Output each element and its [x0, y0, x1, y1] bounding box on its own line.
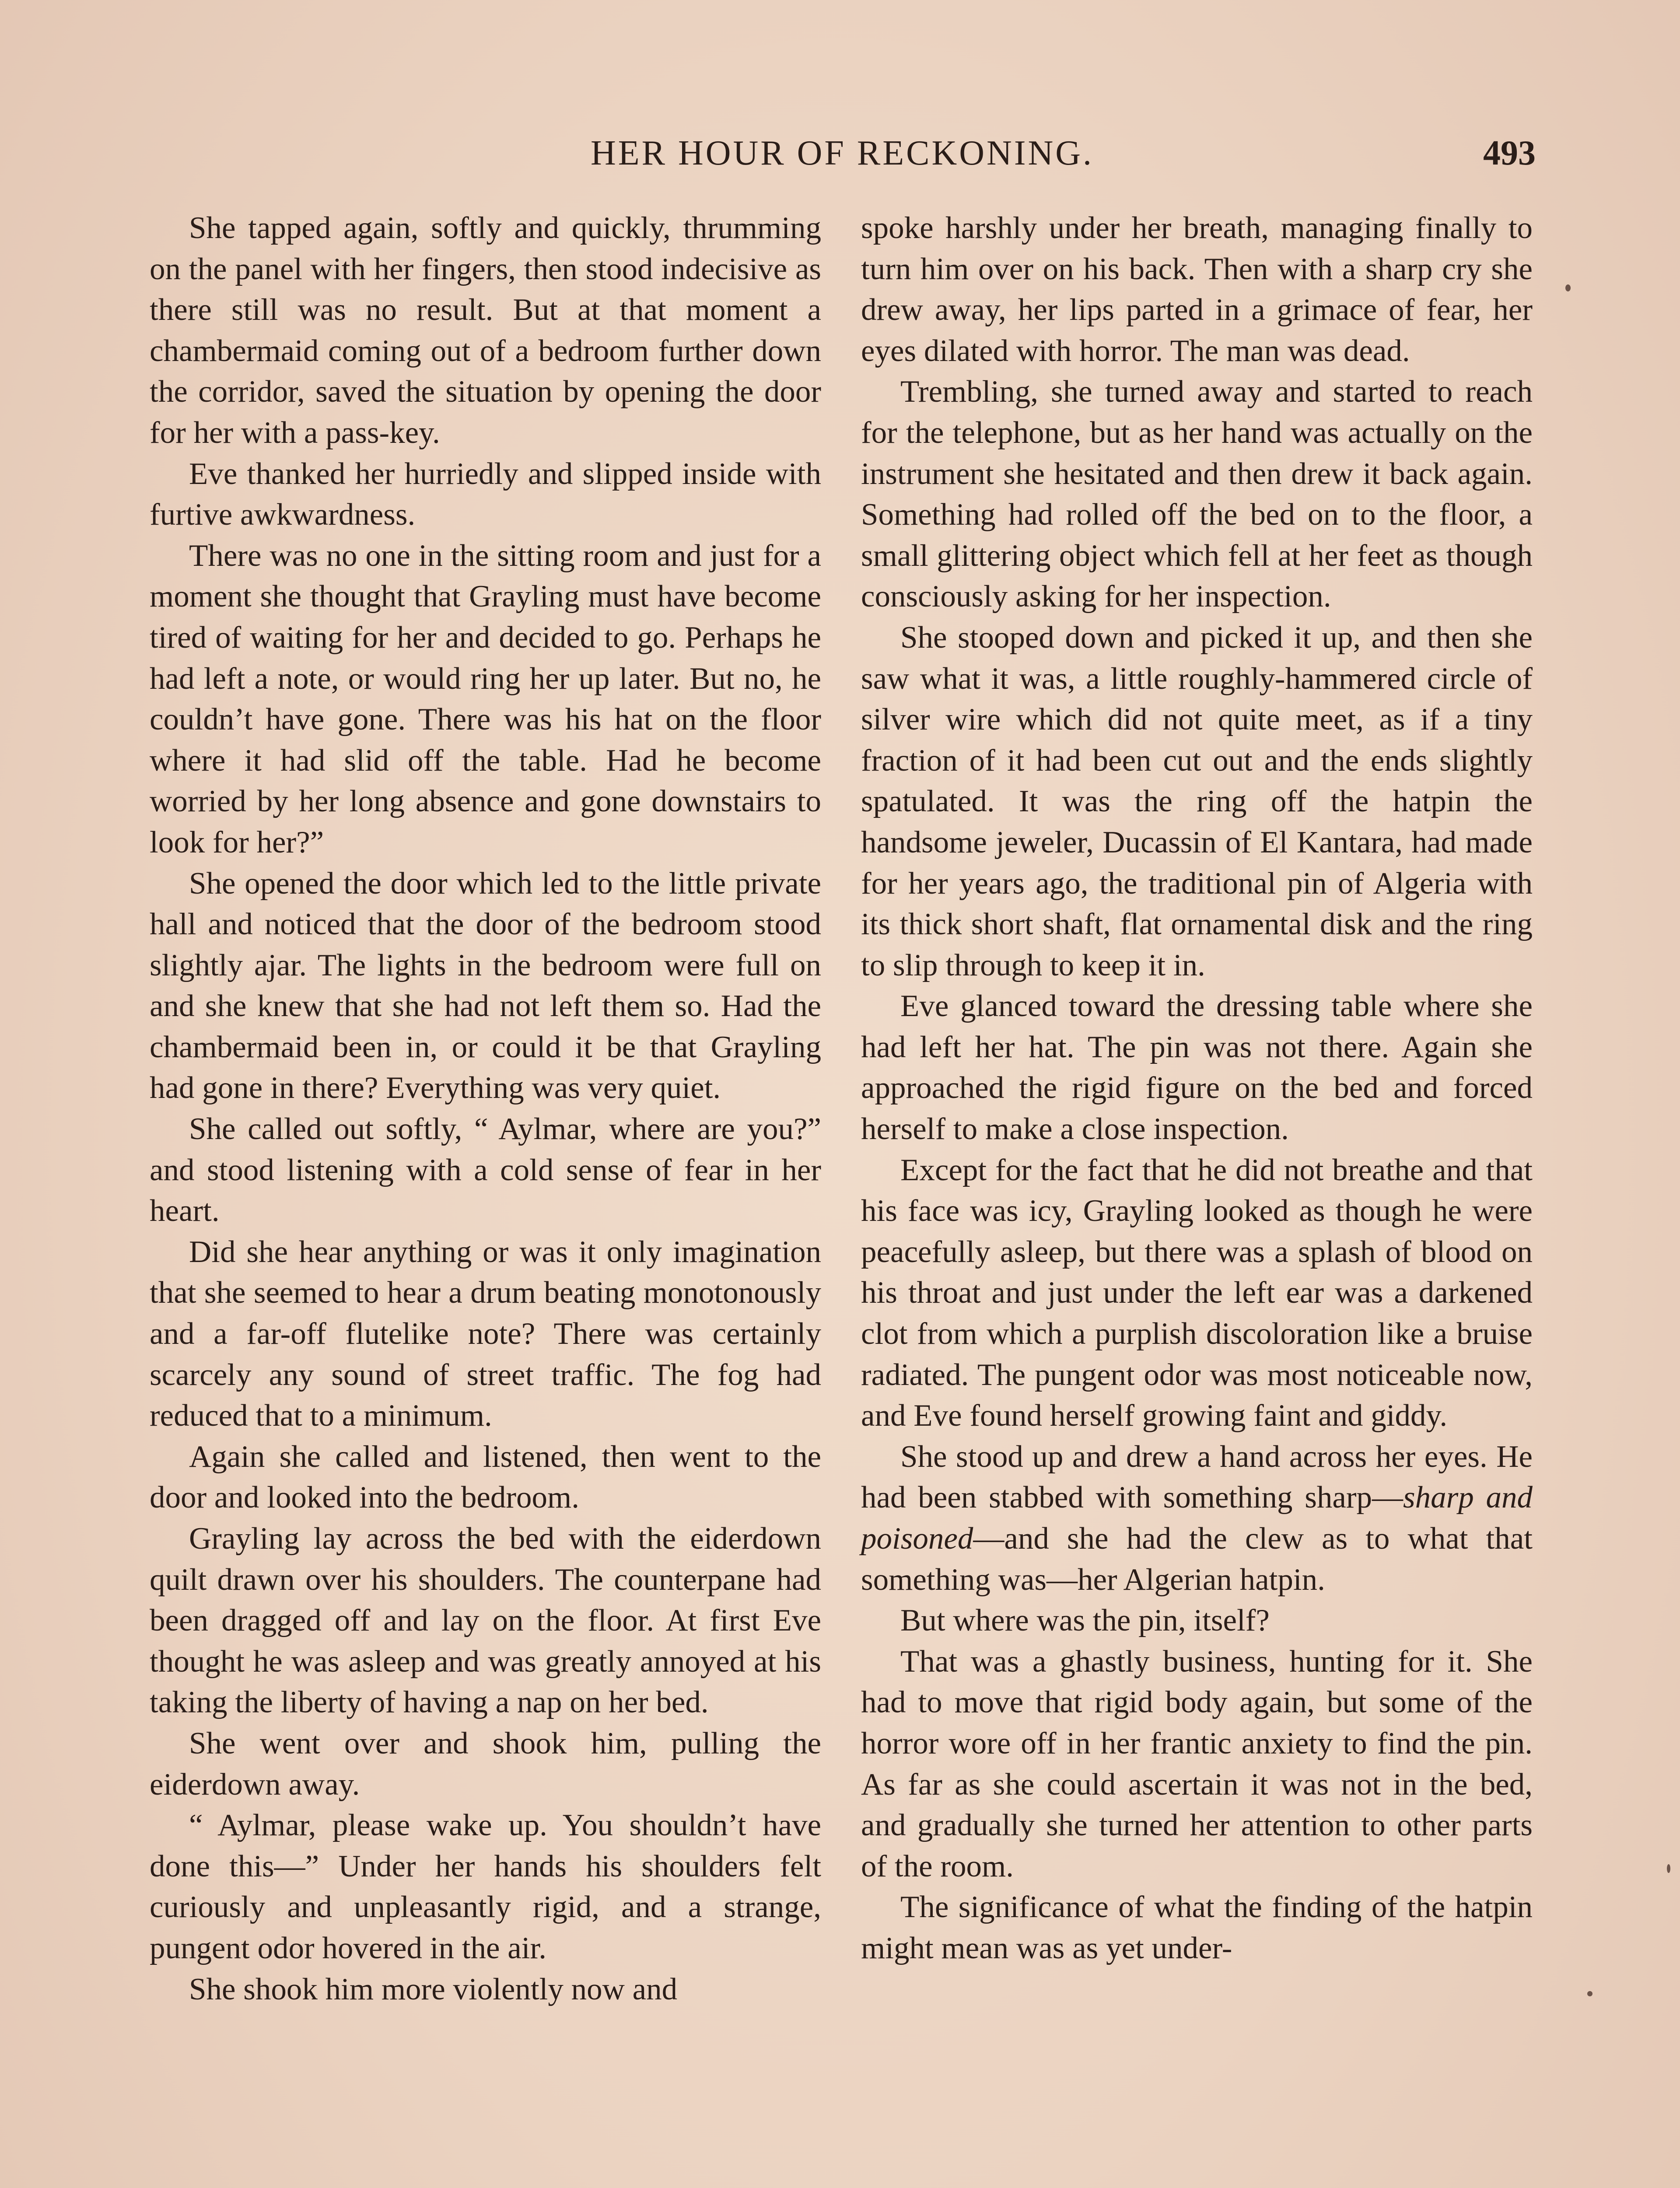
running-head: HER HOUR OF RECKONING.	[590, 134, 1094, 172]
paper-speck	[1587, 1991, 1592, 1996]
paper-speck	[1667, 1864, 1670, 1873]
paragraph: Grayling lay across the bed with the eiderdown quilt drawn over his shoulders. The counterpane had been dragged off and lay on the floor. At first Eve thought he was asleep and was greatly annoyed at his taking the liberty of having a nap on her bed.	[150, 1522, 821, 1720]
paragraph: The significance of what the finding of the hatpin might mean was as yet under-	[861, 1890, 1533, 1965]
paragraph: She opened the door which led to the little private hall and noticed that the door of the bedroom stood slightly ajar. The lights in the bedroom were full on and she knew that she had not left them so. Had the chambermaid been in, or could it be that Grayling had gone in there? Everything was very quiet.	[150, 866, 821, 1105]
paragraph: Eve glanced toward the dressing table where she had left her hat. The pin was not there. Again she approached the rigid figure on the bed and forced herself to make a close inspection.	[861, 989, 1533, 1147]
paragraph: Did she hear anything or was it only imagination that she seemed to hear a drum beating monotonously and a far-off flutelike note? There was certainly scarcely any sound of street traffic. The fog had reduced that to a minimum.	[150, 1234, 821, 1433]
paragraph: There was no one in the sitting room and just for a moment she thought that Grayling must have become tired of waiting for her and decided to go. Perhaps he had left a note, or would ring her up later. But no, he couldn’t have gone. There was his hat on the floor where it had slid off the table. Had he become worried by her long absence and gone downstairs to look for her?”	[150, 538, 821, 859]
paragraph	[861, 1437, 1533, 1600]
left-column	[150, 208, 821, 2010]
paragraph: She shook him more violently now and	[189, 1972, 678, 2006]
paragraph: But where was the pin, itself?	[900, 1603, 1270, 1638]
paragraph: She called out softly, “ Aylmar, where are you?” and stood listening with a cold sense of fear in her heart.	[150, 1112, 821, 1228]
paragraph: Trembling, she turned away and started to reach for the telephone, but as her hand was actually on the instrument she hesitated and then drew it back again. Something had rolled off the bed on to the floor, a small glittering object which fell at her feet as though consciously asking for her inspection.	[861, 375, 1533, 614]
italic-emphasis: sharp and poisoned	[861, 1480, 1533, 1556]
paragraph: That was a ghastly business, hunting for it. She had to move that rigid body again, but some of the horror wore off in her frantic anxiety to find the pin. As far as she could ascertain it was not in the bed, and gradually she turned her attention to other parts of the room.	[861, 1644, 1533, 1883]
paragraph-text: She stood up and drew a hand across her eyes. He had been stabbed with something sharp—	[861, 1439, 1533, 1515]
paragraph: She tapped again, softly and quickly, thrumming on the panel with her fingers, then stood indecisive as there still was no result. But at that moment a chambermaid coming out of a bedroom further down the corridor, saved the situation by opening the door for her with a pass-key.	[150, 211, 821, 450]
paragraph: Eve thanked her hurriedly and slipped inside with furtive awkwardness.	[150, 456, 821, 532]
page-header	[149, 131, 1536, 175]
paragraph: She went over and shook him, pulling the eiderdown away.	[150, 1726, 821, 1802]
paragraph: “ Aylmar, please wake up. You shouldn’t have done this—” Under her hands his shoulders felt curiously and unpleasantly rigid, and a strange, pungent odor hovered in the air.	[150, 1808, 821, 1965]
page-number: 493	[1483, 134, 1536, 172]
paragraph: Except for the fact that he did not breathe and that his face was icy, Grayling looked as though he were peacefully asleep, but there was a splash of blood on his throat and just under the left ear was a darkened clot from which a purplish discoloration like a bruise radiated. The pungent odor was most noticeable now, and Eve found herself growing faint and giddy.	[861, 1153, 1533, 1433]
paragraph-continuation: spoke harshly under her breath, managing finally to turn him over on his back. Then with a sharp cry she drew away, her lips parted in a grimace of fear, her eyes dilated with horror. The man was dead.	[861, 211, 1533, 368]
paper-speck	[1565, 284, 1571, 291]
paragraph: She stooped down and picked it up, and then she saw what it was, a little roughly-hammered circle of silver wire which did not quite meet, as if a tiny fraction of it had been cut out and the ends slightly spatulated. It was the ring off the hatpin the handsome jeweler, Ducassin of El Kantara, had made for her years ago, the traditional pin of Algeria with its thick short shaft, flat ornamental disk and the ring to slip through to keep it in.	[861, 620, 1533, 982]
paragraph-text: —and she had the clew as to what that something was—her Algerian hatpin.	[861, 1522, 1533, 1597]
right-column	[861, 208, 1533, 1969]
paragraph: Again she called and listened, then went to the door and looked into the bedroom.	[150, 1439, 821, 1515]
